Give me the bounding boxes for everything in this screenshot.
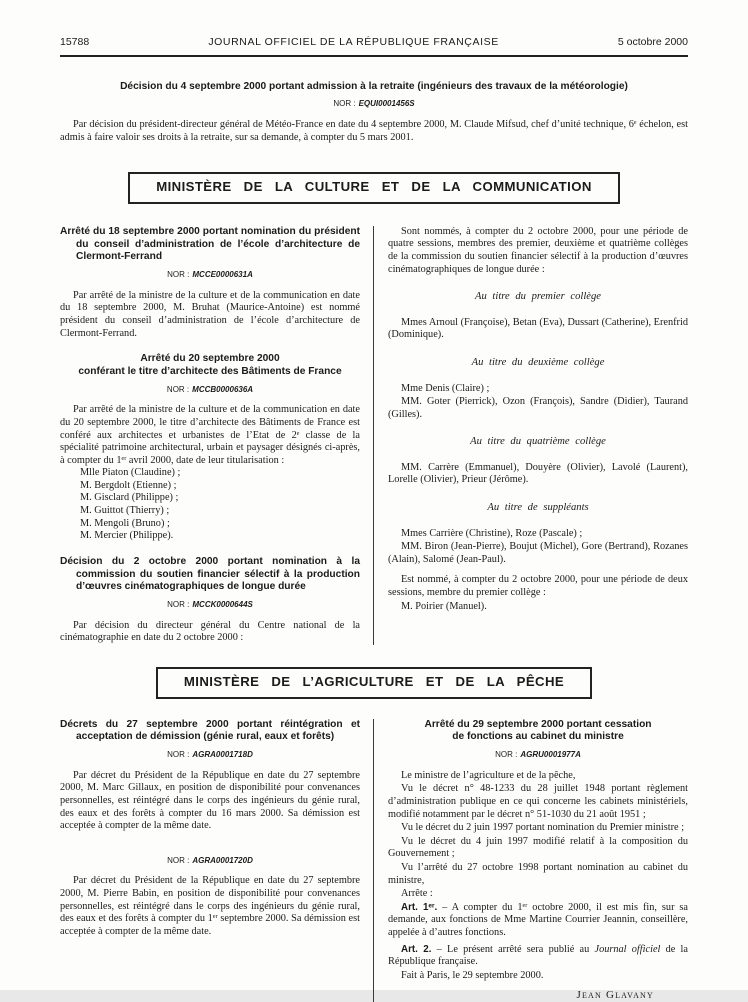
article-1 (388, 902, 688, 940)
culture-left-column (60, 226, 374, 645)
article-title: Décision du 2 octobre 2000 portant nomination à la commission du soutien financier sélectif à la production d’œuvres cinématographiques de longue durée (60, 555, 360, 593)
agriculture-section (60, 719, 688, 1002)
list-item: M. Guittot (Thierry) ; (80, 505, 170, 517)
nor-code: AGRA0001720D (192, 855, 253, 865)
ministry-banner-text: MINISTÈRE DE L’AGRICULTURE ET DE LA PÊCHE (183, 674, 565, 690)
visa-paragraph: Vu l’arrêté du 27 octobre 1998 portant nomination au cabinet du ministre, (388, 861, 688, 886)
article-title: Arrêté du 18 septembre 2000 portant nomination du président du conseil d’administration de l’école d’architecture de Clermont-Ferrand (60, 225, 360, 263)
nor-code: AGRU0001977A (520, 750, 581, 760)
nor-code: AGRA0001718D (192, 750, 253, 760)
nor-line (388, 749, 688, 762)
nor-line (60, 855, 360, 868)
nor-code: MCCK0000644S (192, 600, 253, 610)
article-body: Par décret du Président de la République en date du 27 septembre 2000, M. Pierre Babin, en position de disponibilité pour convenances personnelles, est réintégré dans le corps des ingénieurs du génie rural, des eaux et des forêts à compter du 1ᵉʳ septembre 2000. Sa démission est acceptée à compter de la même date. (60, 875, 360, 937)
article-2-label: Art. 2. (401, 943, 432, 955)
journal-officiel-italic: Journal officiel (594, 943, 661, 955)
culture-right-column (374, 226, 688, 645)
article-body: Par décision du directeur général du Centre national de la cinématographie en date du 2 octobre 2000 : (60, 619, 360, 644)
nor-label: NOR : (167, 855, 190, 865)
meteo-decision-article (60, 81, 688, 145)
fait-a-paris-line: Fait à Paris, le 29 septembre 2000. (401, 969, 544, 981)
college-members: Mmes Carrière (Christine), Roze (Pascale) ; (401, 527, 583, 539)
article-decision-2-octobre (60, 556, 360, 645)
article-2-text-pre: – Le présent arrêté sera publié au (431, 943, 595, 955)
article-title-line1: Arrêté du 20 septembre 2000 (140, 353, 280, 365)
nor-label: NOR : (333, 99, 356, 109)
article-title-line2: conférant le titre d’architecte des Bâtiments de France (78, 365, 342, 377)
nomination-extra: Est nommé, à compter du 2 octobre 2000, pour une période de deux sessions, membre du premier collège : (388, 574, 688, 599)
minister-signature: Jean Glavany (576, 989, 654, 1002)
visa-paragraph: Vu le décret du 2 juin 1997 portant nomination du Premier ministre ; (401, 822, 685, 834)
article-title: Décision du 4 septembre 2000 portant admission à la retraite (ingénieurs des travaux de la météorologie) (120, 80, 628, 92)
list-item: M. Bergdolt (Etienne) ; (80, 479, 177, 491)
college-heading-quatrieme: Au titre du quatrième collège (470, 436, 606, 448)
nor-line (60, 599, 360, 612)
arrete-word: Arrête : (401, 888, 433, 900)
list-item: Mlle Piaton (Claudine) ; (80, 467, 181, 479)
list-item: M. Gisclard (Philippe) ; (80, 492, 179, 504)
article-arrete-29-septembre (388, 719, 688, 1002)
visa-paragraph: Vu le décret n° 48-1233 du 28 juillet 1948 portant règlement d’administration publique en ce qui concerne les cabinets ministériels, modifié notamment par le décret n° 51-1030 du 21 août 1951 ; (388, 783, 688, 820)
article-1-label: Art. 1ᵉʳ. (401, 901, 438, 913)
article-title-line2: de fonctions au cabinet du ministre (452, 731, 624, 743)
college-members: MM. Goter (Pierrick), Ozon (François), Sandre (Didier), Taurand (Gilles). (388, 396, 688, 420)
college-members: Mmes Arnoul (Françoise), Betan (Eva), Dussart (Catherine), Erenfrid (Dominique). (388, 316, 688, 341)
college-heading-premier: Au titre du premier collège (475, 291, 601, 303)
nor-label: NOR : (167, 270, 190, 280)
article-title-line1: Arrêté du 29 septembre 2000 portant cessation (424, 718, 652, 730)
journal-title: JOURNAL OFFICIEL DE LA RÉPUBLIQUE FRANÇAISE (208, 36, 499, 48)
nor-line (60, 98, 688, 111)
nor-label: NOR : (167, 750, 190, 760)
list-item: M. Mengoli (Bruno) ; (80, 517, 170, 529)
nor-line (60, 749, 360, 762)
college-members: Mme Denis (Claire) ; (401, 382, 490, 394)
article-1-text: – A compter du 1ᵉʳ octobre 2000, il est mis fin, sur sa demande, aux fonctions de Mme Martine Courrier Jeannin, conseillère, appelée à d’autres fonctions. (388, 901, 688, 938)
nor-label: NOR : (167, 600, 190, 610)
nor-label: NOR : (166, 384, 190, 394)
issue-date: 5 octobre 2000 (617, 36, 688, 48)
nor-code: MCCE0000631A (192, 270, 253, 280)
article-2 (388, 944, 688, 969)
college-members: MM. Biron (Jean-Pierre), Boujut (Michel), Gore (Bertrand), Rozanes (Alain), Salomé (Jean-Paul). (388, 541, 688, 565)
article-body: Par décret du Président de la République en date du 27 septembre 2000, M. Marc Gillaux, en position de disponibilité pour convenances personnelles, est réintégré dans le corps des ingénieurs du génie rural, des eaux et des forêts à compter du 16 mars 2000. Sa démission est acceptée à compter de la même date. (60, 769, 360, 832)
nor-label: NOR : (495, 750, 518, 760)
nor-line (60, 269, 360, 282)
header-rule (60, 55, 688, 57)
article-arrete-18-septembre (60, 226, 360, 340)
ministry-banner-text: MINISTÈRE DE LA CULTURE ET DE LA COMMUNICATION (156, 179, 592, 195)
article-arrete-20-septembre (60, 353, 360, 543)
nomination-intro: Sont nommés, à compter du 2 octobre 2000, pour une période de quatre sessions, membres des premier, deuxième et quatrième collèges de la commission du soutien financier sélectif à la production d’œuvres cinématographiques de longue durée : (388, 225, 688, 275)
college-members: MM. Carrère (Emmanuel), Douyère (Olivier), Lavolé (Laurent), Lorelle (Olivier), Prieur (Jérôme). (388, 461, 688, 486)
college-heading-deuxieme: Au titre du deuxième collège (471, 356, 605, 368)
visa-paragraph: Vu le décret du 4 juin 1997 modifié relatif à la composition du Gouvernement ; (388, 835, 688, 860)
list-item: M. Mercier (Philippe). (80, 530, 174, 542)
article-body: Par arrêté de la ministre de la culture et de la communication en date du 18 septembre 2000, M. Bruhat (Maurice-Antoine) est nommé président du conseil d’administration de l’école d’architecture de Clermont-Ferrand. (60, 289, 360, 339)
article-title: Décrets du 27 septembre 2000 portant réintégration et acceptation de démission (génie rural, eaux et forêts) (60, 718, 360, 743)
page-number: 15788 (60, 36, 90, 48)
agriculture-left-column (60, 719, 374, 1002)
nor-code: EQUI0001456S (358, 99, 415, 109)
nomination-name: M. Poirier (Manuel). (401, 600, 487, 612)
article-decrets-27-septembre (60, 719, 360, 939)
article-2-text-post: de la République française. (388, 943, 688, 968)
agriculture-right-column (374, 719, 688, 1002)
ministry-banner-culture (128, 172, 620, 204)
nor-code: MCCB0000636A (192, 384, 254, 394)
visa-paragraph: Le ministre de l’agriculture et de la pêche, (401, 769, 576, 781)
nor-line (60, 384, 360, 397)
page-header (60, 36, 688, 49)
college-heading-suppleants: Au titre de suppléants (487, 502, 589, 514)
ministry-banner-agriculture (156, 667, 592, 699)
culture-section (60, 226, 688, 645)
article-body: Par arrêté de la ministre de la culture et de la communication en date du 20 septembre 2000, le titre d’architecte des Bâtiments de France est conféré aux architectes et urbanistes de l’Etat de 2ᵉ classe de la spécialité patrimoine architectural, urbain et paysager désignés ci-après, à compter du 1ᵉʳ avril 2000, date de leur titularisation : (60, 404, 360, 466)
article-body: Par décision du président-directeur général de Météo-France en date du 4 septembre 2000, M. Claude Mifsud, chef d’unité technique, 6ᵉ échelon, est admis à faire valoir ses droits à la retraite, sur sa demande, à compter du 5 mars 2001. (60, 118, 688, 143)
